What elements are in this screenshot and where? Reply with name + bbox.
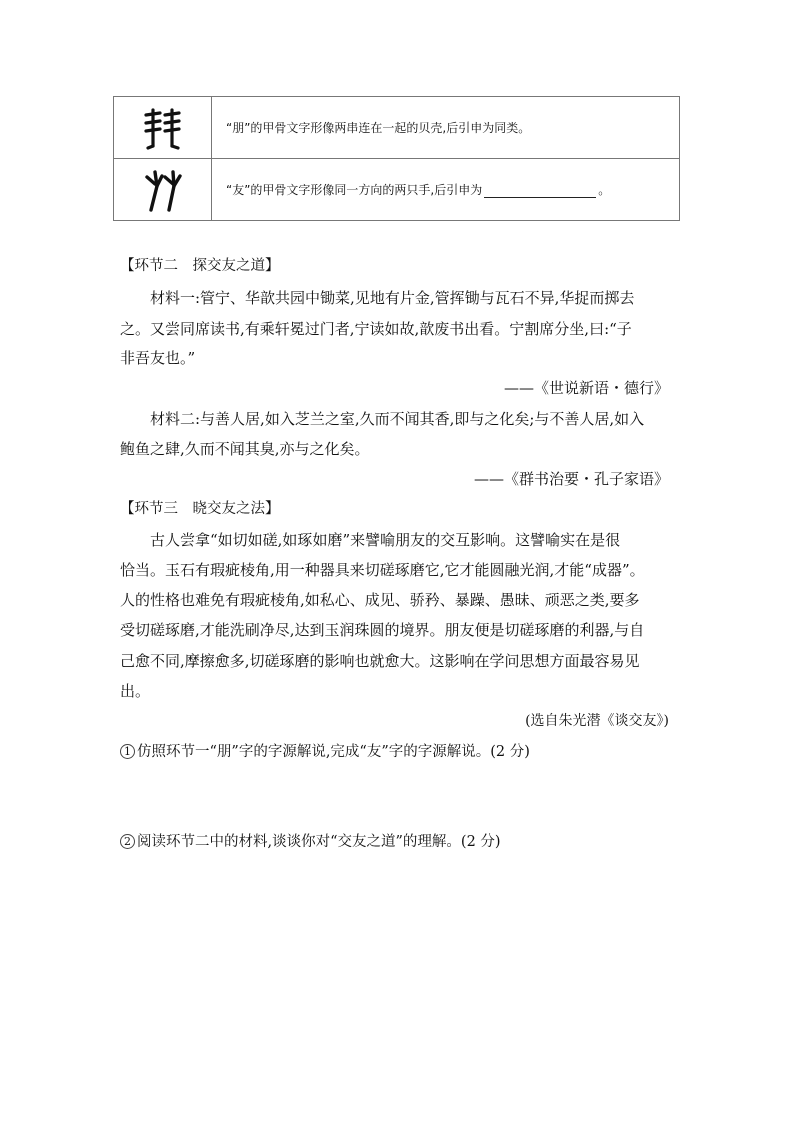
question-1 — [120, 742, 530, 762]
table-row — [114, 97, 680, 159]
glyph-cell — [114, 97, 212, 159]
section2-heading: 【环节二 探交友之道】 — [120, 258, 280, 274]
passage-line: 己愈不同,摩擦愈多,切磋琢磨的影响也就愈大。这影响在学问思想方面最容易见 — [120, 652, 640, 670]
character-origin-table — [113, 96, 680, 221]
question-text: 阅读环节二中的材料,谈谈你对“交友之道”的理解。(2 分) — [137, 834, 501, 850]
section3-heading: 【环节三 晓交友之法】 — [120, 501, 280, 517]
material2-line: 材料二:与善人居,如入芝兰之室,久而不闻其香,即与之化矣;与不善人居,如入 — [150, 410, 645, 428]
material2-line: 鲍鱼之肆,久而不闻其臭,亦与之化矣。 — [120, 440, 370, 458]
question-number: 1 — [120, 744, 135, 759]
you-description-text: “友”的甲骨文字形像同一方向的两只手,后引申为 — [226, 183, 483, 197]
peng-description: “朋”的甲骨文字形像两串连在一起的贝壳,后引申为同类。 — [212, 97, 680, 159]
material1-line: 非吾友也。” — [120, 349, 196, 367]
material1-source: ——《世说新语・德行》 — [503, 379, 669, 397]
passage-line: 古人尝拿“如切如磋,如琢如磨”来譬喻朋友的交互影响。这譬喻实在是很 — [150, 531, 621, 549]
passage-line: 出。 — [120, 682, 151, 700]
you-description-end: 。 — [598, 183, 611, 197]
question-number: 2 — [120, 834, 135, 849]
table-row — [114, 159, 680, 221]
passage-line: 受切磋琢磨,才能洗刷净尽,达到玉润珠圆的境界。朋友便是切磋琢磨的利器,与自 — [120, 621, 645, 639]
material1-line: 材料一:管宁、华歆共园中锄菜,见地有片金,管挥锄与瓦石不异,华捉而掷去 — [150, 289, 635, 307]
answer-blank[interactable] — [484, 185, 596, 198]
oracle-bone-peng-glyph — [141, 106, 185, 150]
material1-line: 之。又尝同席读书,有乘轩冕过门者,宁读如故,歆废书出看。宁割席分坐,曰:“子 — [120, 320, 632, 338]
question-2 — [120, 832, 501, 852]
passage-line: 恰当。玉石有瑕疵棱角,用一种器具来切磋琢磨它,它才能圆融光润,才能“成器”。 — [120, 561, 645, 579]
passage-source: (选自朱光潜《谈交友》) — [525, 713, 669, 729]
glyph-cell — [114, 159, 212, 221]
oracle-bone-you-glyph — [141, 166, 185, 214]
passage-line: 人的性格也难免有瑕疵棱角,如私心、成见、骄矜、暴躁、愚昧、顽恶之类,要多 — [120, 591, 640, 609]
question-text: 仿照环节一“朋”字的字源解说,完成“友”字的字源解说。(2 分) — [137, 744, 530, 760]
you-description — [212, 159, 680, 221]
material2-source: ——《群书治要・孔子家语》 — [473, 470, 669, 488]
